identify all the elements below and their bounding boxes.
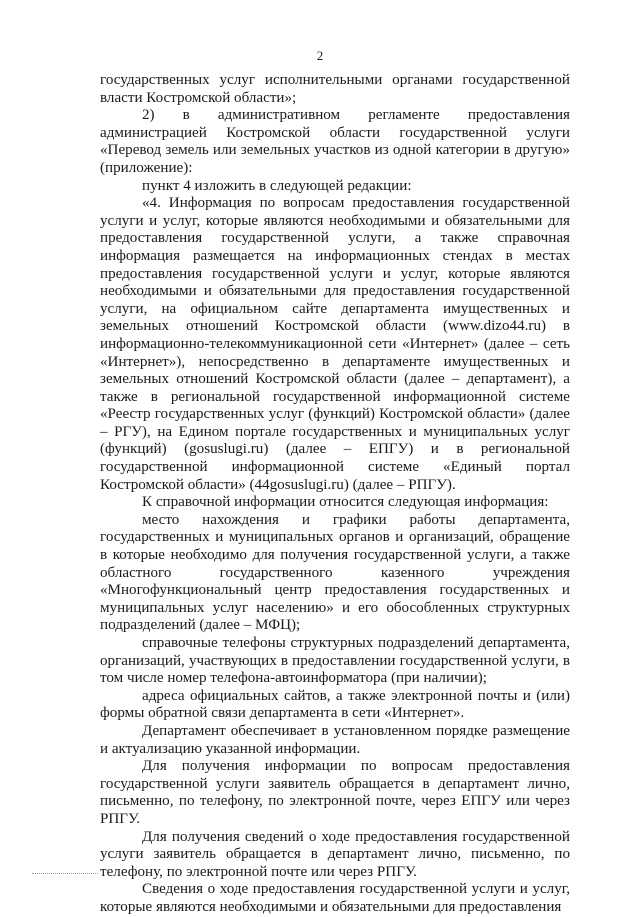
document-body — [100, 72, 570, 917]
paragraph-point-4-text: «4. Информация по вопросам предоставления государственной услуги и услуг, которые являются необходимыми и обязательными для предоставления государственной услуги, а также справочная информация размещается на информационных стендах в местах предоставления государственной услуги и услуг, которые являются необходимыми и обязательными для предоставления государственной услуги, на официальном сайте департамента имущественных и земельных отношений Костромской области (www.dizo44.ru) в информационно-телекоммуникационной сети «Интернет» (далее – сеть «Интернет»), непосредственно в департаменте имущественных и земельных отношений Костромской области (далее – департамент), а также в региональной государственной информационной системе «Реестр государственных услуг (функций) Костромской области» (далее – РГУ), на Едином портале государственных и муниципальных услуг (функций) (gosuslugi.ru) (далее – ЕПГУ) и в региональной государственной информационной системе «Единый портал Костромской области» (44gosuslugi.ru) (далее – РПГУ). — [100, 195, 570, 493]
paragraph-point-4-intro: пункт 4 изложить в следующей редакции: — [142, 177, 412, 194]
paragraph-obtain-status: Для получения сведений о ходе предоставления государственной услуги заявитель обращается в департамент лично, письменно, по телефону, по электронной почте или через РПГУ. — [100, 828, 570, 880]
page-number: 2 — [316, 48, 324, 63]
paragraph-obtain-info: Для получения информации по вопросам предоставления государственной услуги заявитель обращается в департамент лично, письменно, по телефону, по электронной почте, через ЕПГУ или через РПГУ. — [100, 758, 570, 827]
paragraph-continuation: государственных услуг исполнительными органами государственной власти Костромской области»; — [100, 72, 570, 106]
paragraph-status-info: Сведения о ходе предоставления государственной услуги и услуг, которые являются необходимыми и обязательными для предоставления — [100, 881, 570, 915]
paragraph-reference-info-heading: К справочной информации относится следующая информация: — [142, 494, 549, 511]
paragraph-department-ensures: Департамент обеспечивает в установленном порядке размещение и актуализацию указанной информации. — [100, 722, 570, 757]
paragraph-phones: справочные телефоны структурных подразделений департамента, организаций, участвующих в предоставлении государственной услуги, в том числе номер телефона-автоинформатора (при наличии); — [100, 635, 570, 687]
paragraph-item-2: 2) в административном регламенте предоставления администрацией Костромской области государственной услуги «Перевод земель или земельных участков из одной категории в другую» (приложение): — [100, 107, 570, 176]
paragraph-location-schedule: место нахождения и графики работы департамента, государственных и муниципальных органов и организаций, обращение в которые необходимо для получения государственной услуги, а также областного государственного казенного учреждения «Многофункциональный центр предоставления государственных и муниципальных услуг населению» и его обособленных структурных подразделений (далее – МФЦ); — [100, 511, 570, 634]
paragraph-addresses: адреса официальных сайтов, а также электронной почты и (или) формы обратной связи департамента в сети «Интернет». — [100, 687, 570, 722]
footer-divider — [32, 873, 98, 874]
